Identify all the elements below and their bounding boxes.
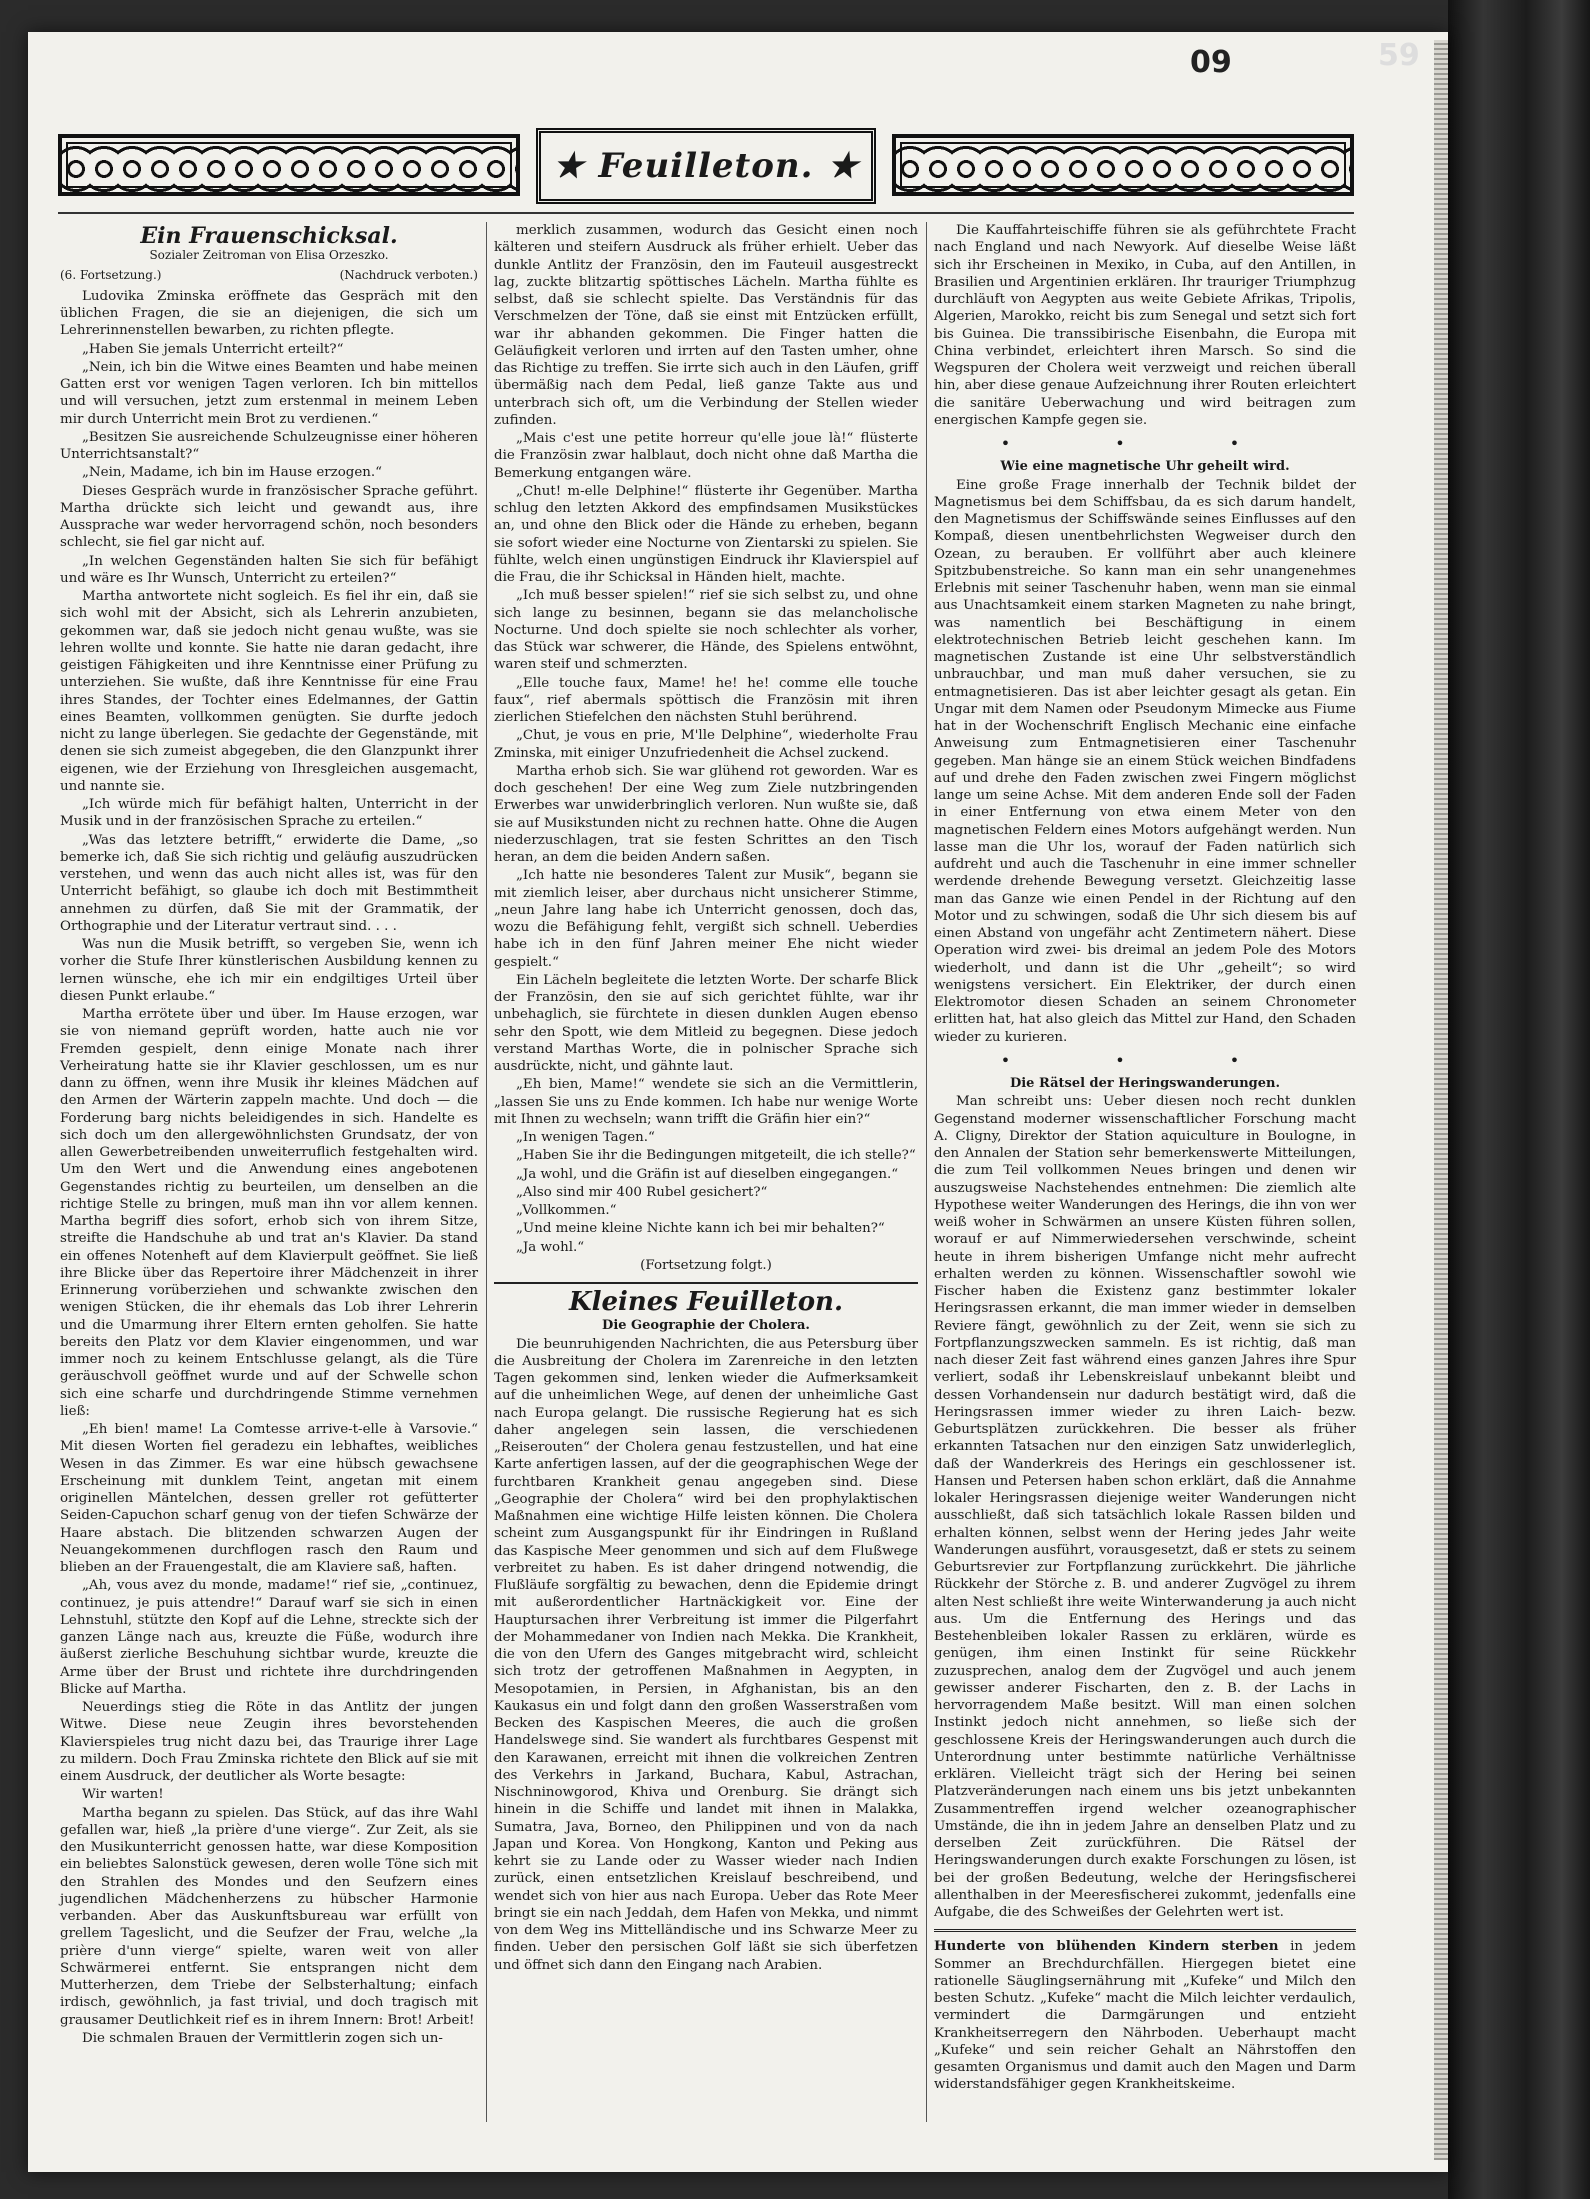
story-meta: [60, 267, 478, 284]
story-title: Ein Frauenschicksal.: [140, 223, 398, 249]
magnet-article-body: [934, 477, 1356, 1046]
book-binding: [1448, 0, 1590, 2199]
paragraph: „Elle touche faux, Mame! he! he! comme elle touche faux“, rief abermals spöttisch die Französin mit ihren zierlichen Stiefelchen den nächsten Stuhl berührend.: [494, 675, 918, 725]
page-stack-edge: [1434, 40, 1448, 2160]
separator-dots: • • •: [1000, 434, 1290, 453]
header-rule: [58, 212, 1354, 214]
paragraph: Eine große Frage innerhalb der Technik bildet der Magnetismus bei dem Schiffsbau, da es sich darum handelt, den Magnetismus der Schiffswände seines Einflusses auf den Kompaß, diesen unentbehrlichsten Wegweiser durch den Ozean, zu berauben. Er vollführt aber auch kleinere Spitzbubenstreiche. So kann man ein sehr unangenehmes Erlebnis mit seiner Taschenuhr haben, wenn man sie einmal aus Unachtsamkeit einem starken Magneten zu nahe bringt, was namentlich bei Beschäftigung in einem elektrotechnischen Betrieb leicht geschehen kann. Im magnetischen Zustande ist eine Uhr selbstverständlich unbrauchbar, und man muß daher versuchen, sie zu entmagnetisieren. Das ist aber leichter gesagt als getan. Ein Ungar mit dem Namen oder Pseudonym Mimecke aus Fiume hat in der Wochenschrift Englisch Mechanic eine einfache Anweisung zum Entmagnetisieren einer Taschenuhr gegeben. Man hänge sie an einem Stück weichen Bindfadens auf und drehe den Faden zwischen zwei Fingern möglichst lange um seine Achse. Mit dem anderen Ende soll der Faden in einer Entfernung von etwa einem Meter von den magnetischen Feldern eines Motors aufgehängt werden. Nun lasse man die Uhr los, worauf der Faden natürlich sich aufdreht und auch die Taschenuhr in eine immer schneller werdende drehende Bewegung versetzt. Gleichzeitig lasse man das Ganze wie einen Pendel in der Richtung auf den Motor und zu schwingen, sodaß die Uhr sich diesem bis auf einen Abstand von ungefähr acht Zentimetern nähert. Diese Operation wird zwei- bis dreimal an jedem Pole des Motors wiederholt, und dann ist die Uhr „geheilt“; so wird wenigstens versichert. Ein Elektriker, der durch einen Elektromotor diesen Schaden an seinem Chronometer erlitten hat, hat also gleich das Mittel zur Hand, den Schaden wieder zu kurieren.: [934, 477, 1356, 1045]
paragraph: „Besitzen Sie ausreichende Schulzeugnisse einer höheren Unterrichtsanstalt?“: [60, 429, 478, 462]
continuation-note: (Fortsetzung folgt.): [640, 1257, 772, 1273]
paragraph: Martha errötete über und über. Im Hause erzogen, war sie von niemand geprüft worden, hatte auch nie vor Fremden gespielt, denn einige Monate nach ihrer Verheiratung hatte sie ihr Klavier geschlossen, um es nur dann zu öffnen, wenn ihre Musik ihr kleines Mädchen auf den Armen der Wärterin zappeln machte. Und doch — die Forderung barg nichts beleidigendes in sich. Handelte es sich doch um den allergewöhnlichsten Grundsatz, der von allen Gewerbetreibenden unweiterruflich festgehalten wird. Um den Wert und die Anwendung eines angebotenen Gegenstandes richtig zu beurteilen, um denselben an die richtige Stelle zu bringen, muß man ihn vor allem kennen. Martha begriff dies sofort, erhob sich von ihrem Sitze, streifte die Handschuhe ab und trat an's Klavier. Da stand ein offenes Notenheft auf dem Klavierpult geöffnet. Sie ließ ihre Blicke über das Repertoire ihrer Mädchenzeit in ihrer Erinnerung vorüberziehen und schwankte zwischen den wenigen Stücken, die ihr ehemals das Lob ihrer Lehrerin und die Umarmung ihrer Eltern ernten geholfen. Sie hatte bereits den Platz vor dem Klavier eingenommen, und war immer noch zu keinem Entschlusse gelangt, als die Türe geräuschvoll geöffnet wurde und auf der Schwelle schon sich eine scharfe und durchdringende Stimme vernehmen ließ:: [60, 1007, 478, 1419]
paragraph: Martha antwortete nicht sogleich. Es fiel ihr ein, daß sie sich wohl mit der Absicht, sich als Lehrerin anzubieten, gekommen war, daß sie jedoch nicht genau wußte, was sie lehren wollte und konnte. Sie hatte nie daran gedacht, ihre geistigen Fähigkeiten und ihre Kenntnisse einer Prüfung zu unterziehen. Sie wußte, daß ihre Kenntnisse für eine Frau ihres Standes, der Tochter eines Edelmannes, der Gattin eines Beamten, vollkommen genügten. Sie durfte jedoch nicht zu lange überlegen. Sie gedachte der Gegenstände, mit denen sie sich zumeist abgegeben, die den Glanzpunkt ihrer eigenen, wie der Erziehung von Ihresgleichen ausgemacht, und nannte sie.: [60, 589, 478, 794]
section-rule: [494, 1282, 918, 1284]
story-body: [60, 288, 478, 2047]
column-2: [494, 222, 918, 1975]
paragraph: „Nein, ich bin die Witwe eines Beamten und habe meinen Gatten erst vor wenigen Tagen verloren. Ich bin mittellos und will versuchen, jetzt zum erstenmal in meinem Leben mir durch Unterricht mein Brot zu verdienen.“: [60, 359, 478, 427]
paragraph: Martha erhob sich. Sie war glühend rot geworden. War es doch geschehen! Der eine Weg zum Ziele nutzbringenden Erwerbes war unwiderbringlich verloren. Nun wußte sie, daß sie auf Musikstunden nicht zu rechnen hatte. Ohne die Augen niederzuschlagen, trat sie festen Schrittes an den Tisch heran, an dem die beiden Andern saßen.: [494, 763, 918, 865]
section-title-box: [536, 128, 876, 204]
page-number-mirrored: 60: [1190, 42, 1232, 77]
paragraph: „Nein, Madame, ich bin im Hause erzogen.“: [82, 465, 383, 481]
star-icon: ★: [827, 146, 859, 186]
paragraph: „Also sind mir 400 Rubel gesichert?“: [516, 1184, 768, 1200]
separator-dots: • • •: [1000, 1050, 1290, 1070]
reprint-note: (Nachdruck verboten.): [339, 267, 478, 282]
magnet-article-title: Wie eine magnetische Uhr geheilt wird.: [1000, 459, 1290, 475]
paragraph: Ein Lächeln begleitete die letzten Worte. Der scharfe Blick der Französin, den sie auf sich gerichtet fühlte, war ihr unbehaglich, sie fürchtete in diesen dunklen Augen ebenso sehr den Spott, wie dem Mitleid zu begegnen. Diese jedoch verstand Marthas Worte, die in polnischer Sprache sich ausdrückte, nicht, und gähnte laut.: [494, 972, 918, 1074]
cholera-article-body: [494, 1336, 918, 1974]
paragraph: „Eh bien, Mame!“ wendete sie sich an die Vermittlerin, „lassen Sie uns zu Ende kommen. Ich habe nur wenige Worte mit Ihnen zu wechseln; wann trifft die Gräfin hier ein?“: [494, 1077, 918, 1127]
paragraph: „Und meine kleine Nichte kann ich bei mir behalten?“: [516, 1221, 885, 1237]
paragraph: „In welchen Gegenständen halten Sie sich für befähigt und wäre es Ihr Wunsch, Unterricht zu erteilen?“: [60, 553, 478, 586]
story-subtitle: Sozialer Zeitroman von Elisa Orzeszko.: [149, 248, 389, 263]
paragraph: „Ah, vous avez du monde, madame!“ rief sie, „continuez, continuez, je puis attendre!“ Darauf warf sie sich in einen Lehnstuhl, stützte den Kopf auf die Lehne, streckte sich der ganzen Länge nach aus, kreuzte die Füße, wodurch ihre äußerst zierliche Beschuhung sichtbar wurde, kreuzte die Arme über der Brust und richtete ihre durchdringenden Blicke auf Martha.: [60, 1578, 478, 1697]
section-title: Feuilleton.: [598, 146, 814, 186]
paragraph: „Eh bien! mame! La Comtesse arrive-t-elle à Varsovie.“ Mit diesen Worten fiel geradezu ein lebhaftes, weibliches Wesen in das Zimmer. Es war eine hübsch gewachsene Erscheinung mit dunklem Teint, angetan mit einem originellen Mäntelchen, dessen greller rot gefütterter Seiden-Capuchon scharf genug von der tiefen Schwärze der Haare abstach. Die blitzenden schwarzen Augen der Neuangekommenen durchflogen rasch den Raum und blieben an der Frauengestalt, die am Klaviere saß, haften.: [60, 1422, 478, 1575]
paragraph: „Ja wohl.“: [516, 1239, 585, 1255]
herring-article-title: Die Rätsel der Heringswanderungen.: [1009, 1076, 1281, 1091]
ornament-left: [58, 134, 520, 196]
paragraph: „Ich würde mich für befähigt halten, Unterricht in der Musik und in der französischen Sprache zu erteilen.“: [60, 797, 478, 830]
column-divider: [486, 222, 487, 2122]
column-3: [934, 222, 1356, 2095]
paragraph: „Chut, je vous en prie, M'lle Delphine“, wiederholte Frau Zminska, mit einiger Unzufriedenheit die Achsel zuckend.: [494, 728, 918, 761]
column-1: [60, 222, 478, 2048]
paragraph: Neuerdings stieg die Röte in das Antlitz der jungen Witwe. Diese neue Zeugin ihres bevorstehenden Klavierspieles trug nicht dazu bei, das Traurige ihrer Lage zu mildern. Doch Frau Zminska richtete den Blick auf sie mit einem Ausdruck, der deutlicher als Worte besagte:: [60, 1700, 478, 1784]
star-icon: ★: [553, 146, 585, 186]
ad-headline: Hunderte von blühenden Kindern sterben: [934, 1938, 1279, 1955]
paragraph: „Ich hatte nie besonderes Talent zur Musik“, begann sie mit ziemlich leiser, aber durchaus nicht unsicherer Stimme, „neun Jahre lang habe ich Unterricht genossen, doch das, wozu die Befähigung fehlt, vergißt sich schnell. Ueberdies habe ich in den fünf Jahren meiner Ehe nicht wieder gespielt.“: [494, 868, 918, 970]
paragraph: Die schmalen Brauen der Vermittlerin zogen sich un-: [82, 2030, 443, 2046]
paragraph: Ludovika Zminska eröffnete das Gespräch mit den üblichen Fragen, die sie an diejenigen, die sich um Lehrerinnenstellen bewarben, zu richten pflegte.: [60, 288, 478, 339]
feuilleton-header: [58, 128, 1354, 204]
paragraph: „Ich muß besser spielen!“ rief sie sich selbst zu, und ohne sich lange zu besinnen, begann sie das melancholische Nocturne. Und doch spielte sie noch schlechter als vorher, das Stück war schwerer, die Hände, des Spielens entwöhnt, waren steif und schmerzten.: [494, 588, 918, 673]
paragraph: Die Kauffahrteischiffe führen sie als geführchtete Fracht nach England und nach Newyork. Auf dieselbe Weise läßt sich ihr Erscheinen in Mexiko, in Cuba, auf den Antillen, in Brasilien und Argentinien erklären. Ihr trauriger Triumphzug durchläuft von Aegypten aus weite Gebiete Afrikas, Tripolis, Algerien, Marokko, reicht bis zum Senegal und setzt sich fort bis Guinea. Die transsibirische Eisenbahn, die Europa mit China verbindet, erleichtert ihren Marsch. So sind die Wegspuren der Cholera weit verzweigt und reichen überall hin, aber diese genaue Aufzeichnung ihrer Routen erleichtert die sanitäre Ueberwachung und wird beitragen zum energischen Kampfe gegen sie.: [934, 223, 1356, 428]
column-divider: [926, 222, 927, 2122]
page-number: 59: [1378, 38, 1420, 73]
herring-article-body: [934, 1093, 1356, 1921]
kufeke-advertisement: [934, 1929, 1356, 2093]
story-body-continued: [494, 222, 918, 1256]
paragraph: Die beunruhigenden Nachrichten, die aus Petersburg über die Ausbreitung der Cholera im Zarenreiche in den letzten Tagen gekommen sind, lenken wieder die Aufmerksamkeit auf die unheimlichen Wege, auf denen der unheimliche Gast nach Europa gelangt. Die russische Regierung hat es sich daher angelegen sein lassen, die verschiedenen „Reiserouten“ der Cholera genau festzustellen, und hat eine Karte anfertigen lassen, auf der die geographischen Wege der furchtbaren Krankheit genau angegeben sind. Diese „Geographie der Cholera“ wird bei den prophylaktischen Maßnahmen eine wichtige Hilfe leisten können. Die Cholera scheint zum Ausgangspunkt für ihr Eindringen in Rußland das Kaspische Meer genommen und sich auf dem Flußwege verbreitet zu haben. Es ist daher dringend notwendig, die Flußläufe sorgfältig zu bewachen, denn die Epidemie dringt mit außerordentlicher Hartnäckigkeit vor. Eine der Hauptursachen ihrer Verbreitung ist immer die Pilgerfahrt der Mohammedaner von Indien nach Mekka. Die Krankheit, die von den Ufern des Ganges mitgebracht wird, schleicht sich trotz der getroffenen Maßnahmen in Aegypten, in Mesopotamien, in Persien, in Afghanistan, bis an den Kaukasus ein und folgt dann den großen Wasserstraßen vom Becken des Kaspischen Meeres, die auch die großen Handelswege sind. Sie wandert als furchtbares Gespenst mit den Karawanen, erreicht mit ihnen die volkreichen Zentren des Verkehrs in Jarkand, Buchara, Kabul, Astrachan, Nischninowgorod, Khiva und Orenburg. Sie drängt sich hinein in die Schiffe und landet mit ihnen in Malakka, Sumatra, Java, Borneo, den Philippinen und von da nach Japan und Korea. Von Hongkong, Kanton und Peking aus kehrt sie zu Lande oder zu Wasser wieder nach Indien zurück, einen entsetzlichen Kreislauf beschreibend, und wendet sich von hier aus nach Europa. Ueber das Rote Meer bringt sie ein nach Jeddah, dem Hafen von Mekka, und nimmt von dem Weg ins Mittelländische und ins Schwarze Meer zu finden. Ueber den persischen Golf läßt sie sich überfetzen und öffnet sich dann den Eingang nach Arabien.: [494, 1336, 918, 1973]
installment-label: (6. Fortsetzung.): [60, 267, 162, 282]
ornament-right: [892, 134, 1354, 196]
paragraph: „Haben Sie jemals Unterricht erteilt?“: [82, 341, 344, 357]
paragraph: „Haben Sie ihr die Bedingungen mitgeteilt, die ich stelle?“: [516, 1148, 916, 1164]
paragraph: Dieses Gespräch wurde in französischer Sprache geführt. Martha drückte sich leicht und gewandt aus, ihre Aussprache war weder hervorragend schön, noch besonders schlecht, sie fiel gar nicht auf.: [60, 483, 478, 551]
paragraph: Was nun die Musik betrifft, so vergeben Sie, wenn ich vorher die Stufe Ihrer künstlerischen Ausbildung kennen zu lernen wünsche, ehe ich mir ein endgiltiges Urteil über diesen Punkt erlaube.“: [60, 937, 478, 1004]
paragraph: Martha begann zu spielen. Das Stück, auf das ihre Wahl gefallen war, hieß „la prière d'une vierge“. Zur Zeit, als sie den Musikunterricht genossen hatte, war diese Komposition ein beliebtes Salonstück gewesen, deren wolle Töne sich mit den Strahlen des Mondes und den Seufzern eines jugendlichen Mädchenherzens zu hübscher Harmonie verbanden. Aber das Auskunftsbureau war erfüllt von grellem Tageslicht, und die Seufzer der Frau, welche „la prière d'unn vierge“ spielte, waren weit von aller Schwärmerei entfernt. Sie entsprangen nicht dem Mutterherzen, dem Triebe der Selbsterhaltung; einfach irdisch, gewöhnlich, ja fast trivial, und doch tragisch mit grausamer Deutlichkeit rief es in ihrem Innern: Brot! Arbeit!: [60, 1805, 478, 2028]
paragraph: „Was das letztere betrifft,“ erwiderte die Dame, „so bemerke ich, daß Sie sich richtig und geläufig auszudrücken verstehen, und wenn das auch nicht alles ist, was für den Unterricht befähigt, so glaube ich doch mit Bestimmtheit annehmen zu dürfen, daß Sie mit der Grammatik, der Orthographie und der Literatur vertraut sind. . . .: [60, 832, 478, 934]
paragraph: „Ja wohl, und die Gräfin ist auf dieselben eingegangen.“: [516, 1166, 899, 1182]
paragraph: Man schreibt uns: Ueber diesen noch recht dunklen Gegenstand moderner wissenschaftlicher Forschung macht A. Cligny, Direktor der Station aquiculture in Boulogne, in den Annalen der Station sehr bemerkenswerte Mitteilungen, die zum Teil vollkommen Neues bringen und denen wir auszugsweise Nachstehendes entnehmen: Die ziemlich alte Hypothese weiter Wanderungen des Herings, die ihn von wer weiß woher in Schwärmen an unsere Küsten führen sollen, worauf er auf Nimmerwiedersehen verschwinde, scheint heute in ihrem bisherigen Umfange nicht mehr aufrecht erhalten werden zu können. Wissenschaftler sowohl wie Fischer haben die Existenz ganz bestimmter lokaler Heringsrassen erkannt, die man immer wieder in demselben Reviere fängt, gewöhnlich zu der Zeit, wenn sie sich zu Fortpflanzungszwecken sammeln. Es ist richtig, daß man nach dieser Zeit fast während eines ganzen Jahres ihre Spur verliert, sodaß ihr Lebenskreislauf unbekannt bleibt und dessen Vorhandensein nur dadurch bestätigt wird, daß die Heringsrassen immer wieder zu ihren Laich- bezw. Geburtsplätzen zurückkehren. Die besser als früher erkannten Tatsachen nur den einzigen Satz unwiderleglich, daß der Wanderkreis des Herings ein geschlossener ist. Hansen und Petersen haben schon erklärt, daß die Annahme lokaler Heringsrassen diejenige weiter Wanderungen nicht ausschließt, daß sich tatsächlich lokale Rassen bilden und erhalten können, selbst wenn der Hering jedes Jahr weite Wanderungen ausführt, vorausgesetzt, daß er stets zu seinem Geburtsrevier zur Fortpflanzung zurückkehrt. Die jährliche Rückkehr der Störche z. B. und anderer Zugvögel zu ihrem alten Nest schließt ihre weite Winterwanderung ja auch nicht aus. Um die Entfernung des Herings und das Bestehenbleiben lokaler Rassen zu erklären, würde es genügen, ihm einen Instinkt für seine Rückkehr zuzusprechen, analog dem der Zugvögel und auch jenem gewisser anderer Fischarten, den z. B. der Lachs in hervorragendem Maße besitzt. Will man einen solchen Instinkt jedoch nicht annehmen, so ließe sich der geschlossene Kreis der Heringswanderungen auch durch die Unterordnung unter bestimmte natürliche Verhältnisse erklären. Vielleicht trägt sich der Hering bei seinen Platzveränderungen nach einem uns bis jetzt unbekannten Zusammentreffen irgend welcher ozeanographischer Umstände, die ihn in jedem Jahre an denselben Platz und zu derselben Zeit zurückführen. Die Rätsel der Heringswanderungen durch exakte Forschungen zu lösen, ist bei der großen Bedeutung, welche der Heringsfischerei allenthalben in der Meeresfischerei zukommt, jedenfalls eine Aufgabe, die des Schweißes der Gelehrten wert ist.: [934, 1094, 1356, 1920]
kleines-feuilleton-title: Kleines Feuilleton.: [569, 1287, 843, 1317]
cholera-article-continued: [934, 222, 1356, 429]
paragraph: merklich zusammen, wodurch das Gesicht einen noch kälteren und steifern Ausdruck als früher erhielt. Ueber das dunkle Antlitz der Französin, den im Fauteuil ausgestreckt lag, zuckte blitzartig spöttisches Lächeln. Martha fühlte es selbst, daß sie schlecht spielte. Das Verständnis für das Verschmelzen der Töne, daß sie einst mit Entzücken erfüllt, war ihr abhanden gekommen. Die Finger hatten die Geläufigkeit verloren und irrten auf den Tasten umher, ohne das Richtige zu treffen. Sie irrte sich auch in den Läufen, griff übermäßig nach dem Pedal, ließ ganze Takte aus und unterbrach sich oft, um die Verbindung der Stellen wieder zufinden.: [494, 223, 918, 428]
paragraph: „In wenigen Tagen.“: [516, 1130, 655, 1145]
cholera-article-title: Die Geographie der Cholera.: [602, 1318, 810, 1334]
ad-body: in jedem Sommer an Brechdurchfällen. Hiergegen bietet eine rationelle Säuglingsernährung mit „Kufeke“ und Milch den besten Schutz. „Kufeke“ macht die Milch leichter verdaulich, vermindert die Darmgärungen und entzieht Krankheitserregern den Nährboden. Ueberhaupt macht „Kufeke“ und sein reicher Gehalt an Nährstoffen den gesamten Organismus und damit auch den Magen und Darm widerstandsfähiger gegen Krankheitskeime.: [934, 1939, 1356, 2093]
paragraph: „Vollkommen.“: [516, 1203, 617, 1218]
paragraph: „Chut! m-elle Delphine!“ flüsterte ihr Gegenüber. Martha schlug den letzten Akkord des empfindsamen Musikstückes an, und ohne den Blick oder die Hände zu erheben, begann sie sofort wieder eine Nocturne von Zientarski zu spielen. Sie fühlte, welch einen ungünstigen Eindruck ihr Klavierspiel auf die Frau, die ihr Schicksal in Händen hielt, machte.: [494, 483, 918, 585]
paragraph: „Mais c'est une petite horreur qu'elle joue là!“ flüsterte die Französin zwar halblaut, doch nicht ohne daß Martha die Bemerkung entgangen wäre.: [494, 431, 918, 481]
paragraph: Wir warten!: [82, 1787, 164, 1803]
